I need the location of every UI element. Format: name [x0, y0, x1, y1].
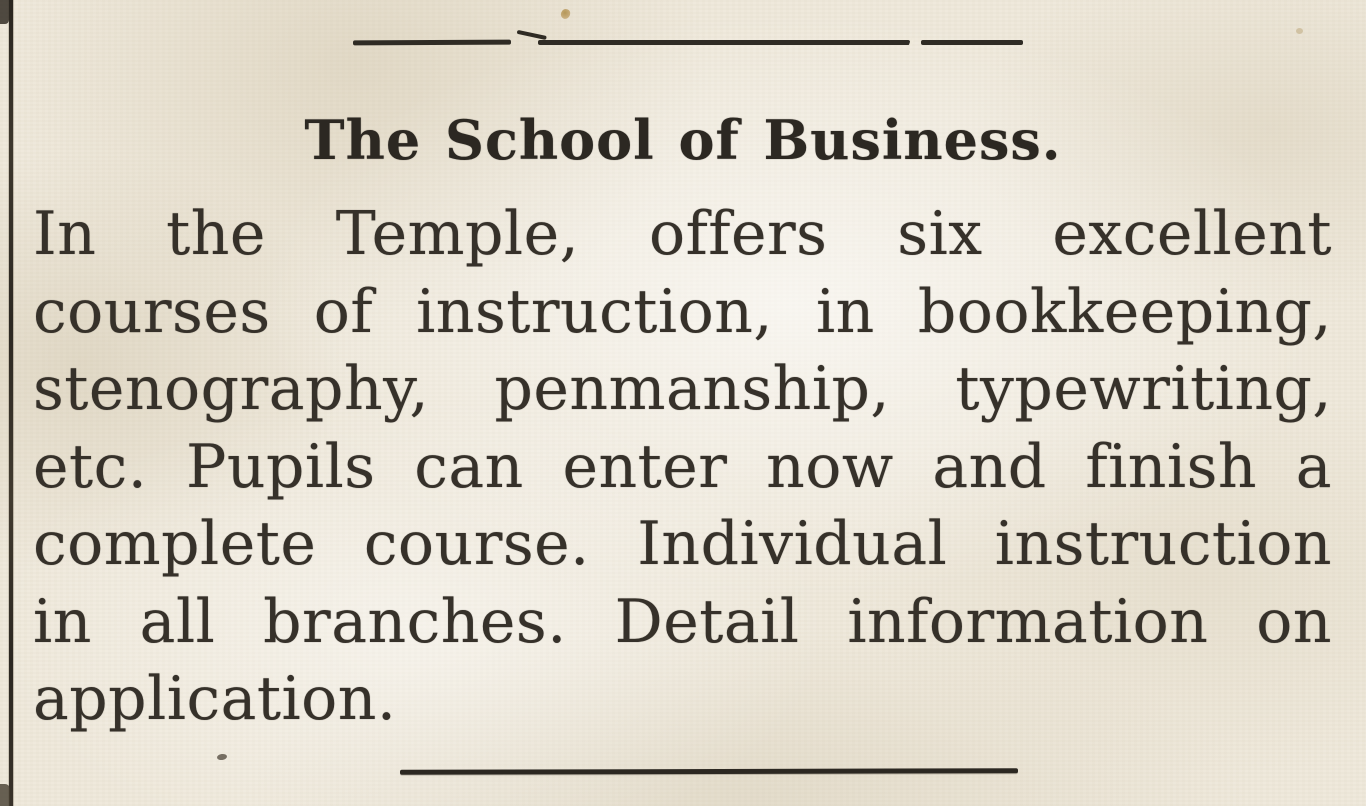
paper-speck: [1296, 28, 1303, 34]
article-line: in all branches. Detail information on: [33, 586, 1332, 657]
ink-speck: [217, 753, 228, 760]
article-line: courses of instruction, in bookkeeping,: [33, 276, 1332, 347]
scan-edge-mark-bottom: [0, 784, 10, 806]
divider-hook-stroke: [517, 30, 547, 40]
divider-break: [909, 38, 914, 47]
article-heading: The School of Business.: [304, 108, 1062, 172]
bottom-divider-rule: [400, 768, 1018, 774]
article-line: application.: [33, 664, 397, 734]
paper-speck: [560, 8, 572, 20]
top-divider-rule: [353, 37, 1025, 47]
article-line: complete course. Individual instruction: [33, 509, 1332, 579]
article-line: stenography, penmanship, typewriting,: [33, 354, 1332, 424]
scan-edge-mark-top: [0, 0, 9, 24]
article-line: etc. Pupils can enter now and finish a: [33, 431, 1332, 502]
divider-segment: [921, 40, 1023, 45]
divider-segment: [353, 40, 511, 45]
article-body: [33, 196, 1332, 739]
divider-segment: [538, 40, 910, 45]
article-line: In the Temple, offers six excellent: [33, 199, 1332, 269]
